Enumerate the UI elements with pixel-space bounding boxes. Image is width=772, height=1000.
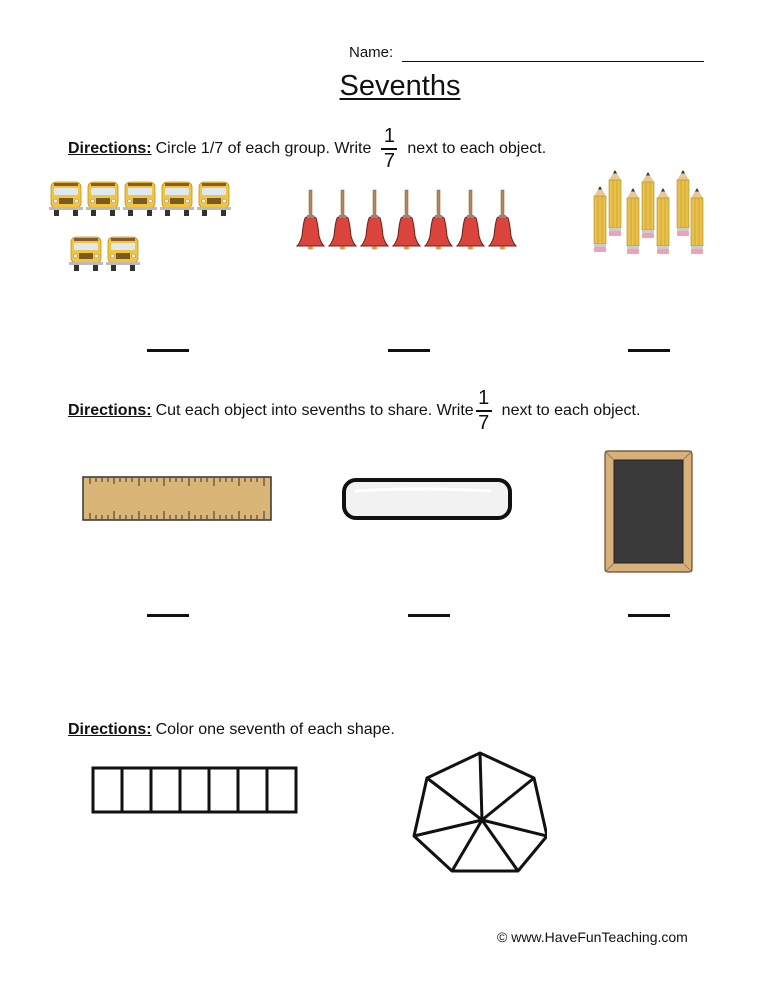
directions-label: Directions:	[68, 721, 152, 738]
numerator: 1	[383, 125, 395, 147]
name-label: Name:	[349, 44, 394, 61]
answer-line-chalk[interactable]	[408, 614, 450, 617]
answer-line-bell[interactable]	[388, 349, 430, 352]
denominator: 7	[383, 150, 395, 172]
fraction-one-seventh	[476, 388, 492, 434]
directions-tail: next to each object.	[407, 140, 547, 157]
directions-text: Cut each object into sevenths to share. Write	[155, 402, 474, 419]
answer-line-ruler[interactable]	[147, 614, 189, 617]
ruler-icon	[82, 476, 274, 522]
school-bus-group	[48, 180, 238, 276]
numerator: 1	[478, 387, 490, 409]
directions-tail: next to each object.	[501, 402, 641, 419]
section3-directions	[68, 721, 395, 739]
answer-line-bus[interactable]	[147, 349, 189, 352]
heptagon-sevenths-shape[interactable]	[405, 750, 547, 876]
section1-directions	[68, 126, 546, 172]
chalk-icon	[341, 477, 513, 521]
name-input-line[interactable]	[402, 61, 704, 62]
directions-text: Color one seventh of each shape.	[155, 721, 395, 738]
fraction-one-seventh	[381, 126, 397, 172]
answer-line-pencil[interactable]	[628, 349, 670, 352]
pencil-group	[590, 168, 710, 254]
directions-label: Directions:	[68, 140, 152, 157]
chalkboard-icon	[604, 450, 694, 574]
directions-label: Directions:	[68, 402, 152, 419]
bell-group	[296, 188, 518, 252]
rectangle-sevenths-shape[interactable]	[91, 766, 299, 814]
copyright-footer: © www.HaveFunTeaching.com	[497, 929, 688, 945]
answer-line-chalkboard[interactable]	[628, 614, 670, 617]
page-title: Sevenths	[339, 70, 461, 102]
denominator: 7	[478, 412, 490, 434]
section2-directions	[68, 388, 640, 434]
directions-text: Circle 1/7 of each group. Write	[155, 140, 372, 157]
